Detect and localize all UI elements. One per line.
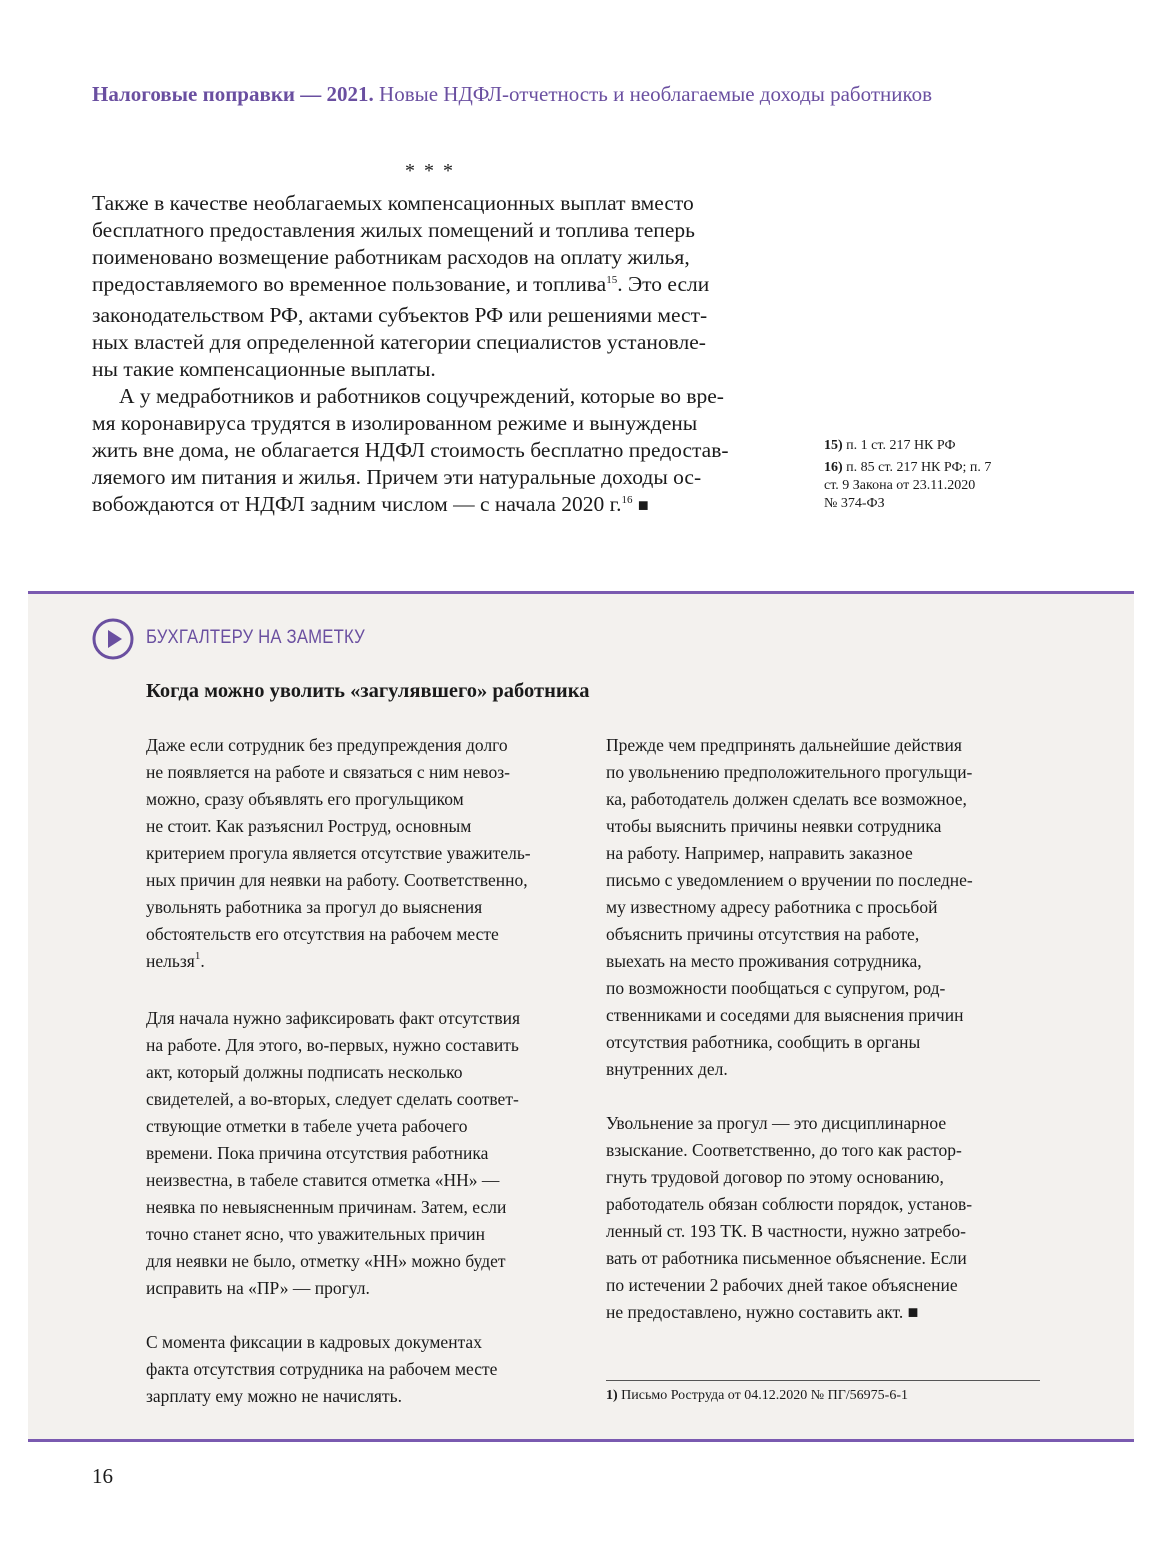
- paragraph: [146, 1329, 586, 1410]
- footnote-number: 1): [606, 1388, 618, 1403]
- text-line: отсутствия работника, сообщить в органы: [606, 1032, 921, 1052]
- text-line: ствующие отметки в табеле учета рабочего: [146, 1116, 468, 1136]
- text-line: ляемого им питания и жилья. Причем эти натуральные доходы ос-: [92, 465, 702, 489]
- footnote-text: ст. 9 Закона от 23.11.2020: [824, 478, 976, 493]
- footnote-ref[interactable]: 15: [606, 274, 618, 286]
- text-line: можно, сразу объявлять его прогульщиком: [146, 789, 464, 809]
- text-line: ных причин для неявки на работу. Соответственно,: [146, 870, 528, 890]
- text-line: [92, 491, 772, 522]
- text-line: Для начала нужно зафиксировать факт отсутствия: [146, 1008, 521, 1028]
- text-line: вать от работника письменное объяснение. Если: [606, 1248, 967, 1268]
- text-line: не стоит. Как разъяснил Роструд, основным: [146, 816, 472, 836]
- footnote-ref[interactable]: 1: [194, 950, 201, 962]
- text-line: точно станет ясно, что уважительных причин: [146, 1224, 485, 1244]
- footnote-ref[interactable]: 16: [621, 494, 633, 506]
- text-fragment: .: [200, 951, 205, 971]
- main-article-text: [92, 190, 772, 522]
- box-footnote: [606, 1388, 908, 1404]
- text-line: ственниками и соседями для выяснения причин: [606, 1005, 964, 1025]
- text-fragment: не предоставлено, нужно составить акт.: [606, 1302, 908, 1322]
- text-line: работодатель обязан соблюсти порядок, установ-: [606, 1194, 973, 1214]
- paragraph: [146, 732, 586, 978]
- play-icon: [92, 618, 134, 660]
- box-column-left: [146, 732, 586, 1437]
- text-line: ных властей для определенной категории специалистов установле-: [92, 330, 706, 354]
- text-line: С момента фиксации в кадровых документах: [146, 1332, 482, 1352]
- text-line: ка, работодатель должен сделать все возможное,: [606, 789, 967, 809]
- text-line: Увольнение за прогул — это дисциплинарное: [606, 1113, 947, 1133]
- text-fragment: нельзя: [146, 951, 195, 971]
- box-title: Когда можно уволить «загулявшего» работника: [146, 680, 590, 702]
- text-line: ленный ст. 193 ТК. В частности, нужно затребо-: [606, 1221, 966, 1241]
- text-line: акт, который должны подписать несколько: [146, 1062, 463, 1082]
- text-line: А у медработников и работников соцучреждений, которые во вре-: [119, 384, 724, 408]
- side-footnotes: [824, 437, 1044, 517]
- footnote-text: п. 1 ст. 217 НК РФ: [842, 438, 956, 453]
- text-line: [606, 1299, 1046, 1326]
- accountant-note-box: [28, 591, 1134, 1442]
- box-column-right: [606, 732, 1046, 1353]
- text-line: времени. Пока причина отсутствия работника: [146, 1143, 489, 1163]
- section-separator: * * *: [405, 160, 455, 182]
- text-line: не появляется на работе и связаться с ним невоз-: [146, 762, 510, 782]
- text-line: поименовано возмещение работникам расходов на оплату жилья,: [92, 245, 690, 269]
- text-line: внутренних дел.: [606, 1059, 728, 1079]
- text-line: на работе. Для этого, во-первых, нужно составить: [146, 1035, 519, 1055]
- text-fragment: предоставляемого во временное пользование, и топлива: [92, 272, 607, 296]
- text-fragment: вобождаются от НДФЛ задним числом — с начала 2020 г.: [92, 492, 622, 516]
- text-line: му известному адресу работника с просьбой: [606, 897, 938, 917]
- footnote-text: Письмо Роструда от 04.12.2020 № ПГ/56975-6-1: [617, 1388, 909, 1403]
- text-line: неизвестна, в табеле ставится отметка «НН» —: [146, 1170, 500, 1190]
- text-line: зарплату ему можно не начислять.: [146, 1386, 402, 1406]
- text-fragment: . Это если: [617, 272, 710, 296]
- text-line: факта отсутствия сотрудника на рабочем месте: [146, 1359, 498, 1379]
- running-header: [92, 82, 1092, 107]
- text-line: Также в качестве необлагаемых компенсационных выплат вместо: [92, 191, 694, 215]
- text-line: на работу. Например, направить заказное: [606, 843, 913, 863]
- text-line: мя коронавируса трудятся в изолированном режиме и вынуждены: [92, 411, 698, 435]
- text-line: по увольнению предположительного прогульщи-: [606, 762, 973, 782]
- box-section-label: БУХГАЛТЕРУ НА ЗАМЕТКУ: [146, 627, 365, 648]
- text-line: чтобы выяснить причины неявки сотрудника: [606, 816, 942, 836]
- footnote-16: [824, 459, 1044, 513]
- text-line: выехать на место проживания сотрудника,: [606, 951, 922, 971]
- text-line: по истечении 2 рабочих дней такое объяснение: [606, 1275, 958, 1295]
- footnote-divider: [606, 1380, 1040, 1381]
- text-line: свидетелей, а во-вторых, следует сделать соответ-: [146, 1089, 519, 1109]
- text-line: объяснить причины отсутствия на работе,: [606, 924, 920, 944]
- text-line: для неявки не было, отметку «НН» можно будет: [146, 1251, 506, 1271]
- text-line: законодательством РФ, актами субъектов РФ или решениями мест-: [92, 303, 708, 327]
- text-line: увольнять работника за прогул до выяснения: [146, 897, 483, 917]
- text-line: взыскание. Соответственно, до того как растор-: [606, 1140, 962, 1160]
- text-line: жить вне дома, не облагается НДФЛ стоимость бесплатно предостав-: [92, 438, 729, 462]
- text-line: Прежде чем предпринять дальнейшие действия: [606, 735, 962, 755]
- paragraph: [92, 383, 772, 522]
- text-line: [146, 948, 586, 978]
- text-line: письмо с уведомлением о вручении по последне-: [606, 870, 973, 890]
- footnote-text: № 374-ФЗ: [824, 496, 885, 511]
- text-line: бесплатного предоставления жилых помещений и топлива теперь: [92, 218, 695, 242]
- header-title-rest: Новые НДФЛ-отчетность и необлагаемые доходы работников: [373, 82, 933, 106]
- text-line: [92, 271, 772, 302]
- paragraph: [92, 190, 772, 383]
- footnote-15: [824, 437, 1044, 455]
- text-line: по возможности пообщаться с супругом, род-: [606, 978, 946, 998]
- text-line: гнуть трудовой договор по этому основанию,: [606, 1167, 944, 1187]
- text-line: исправить на «ПР» — прогул.: [146, 1278, 370, 1298]
- paragraph: [146, 1005, 586, 1302]
- footnote-number: 15): [824, 438, 843, 453]
- end-mark-icon: ■: [637, 495, 649, 515]
- text-line: обстоятельств его отсутствия на рабочем месте: [146, 924, 499, 944]
- footnote-number: 16): [824, 460, 843, 475]
- page-number: 16: [92, 1464, 113, 1488]
- paragraph: [606, 732, 1046, 1083]
- header-title-bold: Налоговые поправки — 2021.: [92, 82, 374, 106]
- text-line: критерием прогула является отсутствие уважитель-: [146, 843, 531, 863]
- text-line: неявка по невыясненным причинам. Затем, если: [146, 1197, 507, 1217]
- footnote-text: п. 85 ст. 217 НК РФ; п. 7: [842, 460, 992, 475]
- text-line: Даже если сотрудник без предупреждения долго: [146, 735, 508, 755]
- paragraph: [606, 1110, 1046, 1326]
- end-mark-icon: ■: [907, 1302, 919, 1322]
- text-line: ны такие компенсационные выплаты.: [92, 357, 436, 381]
